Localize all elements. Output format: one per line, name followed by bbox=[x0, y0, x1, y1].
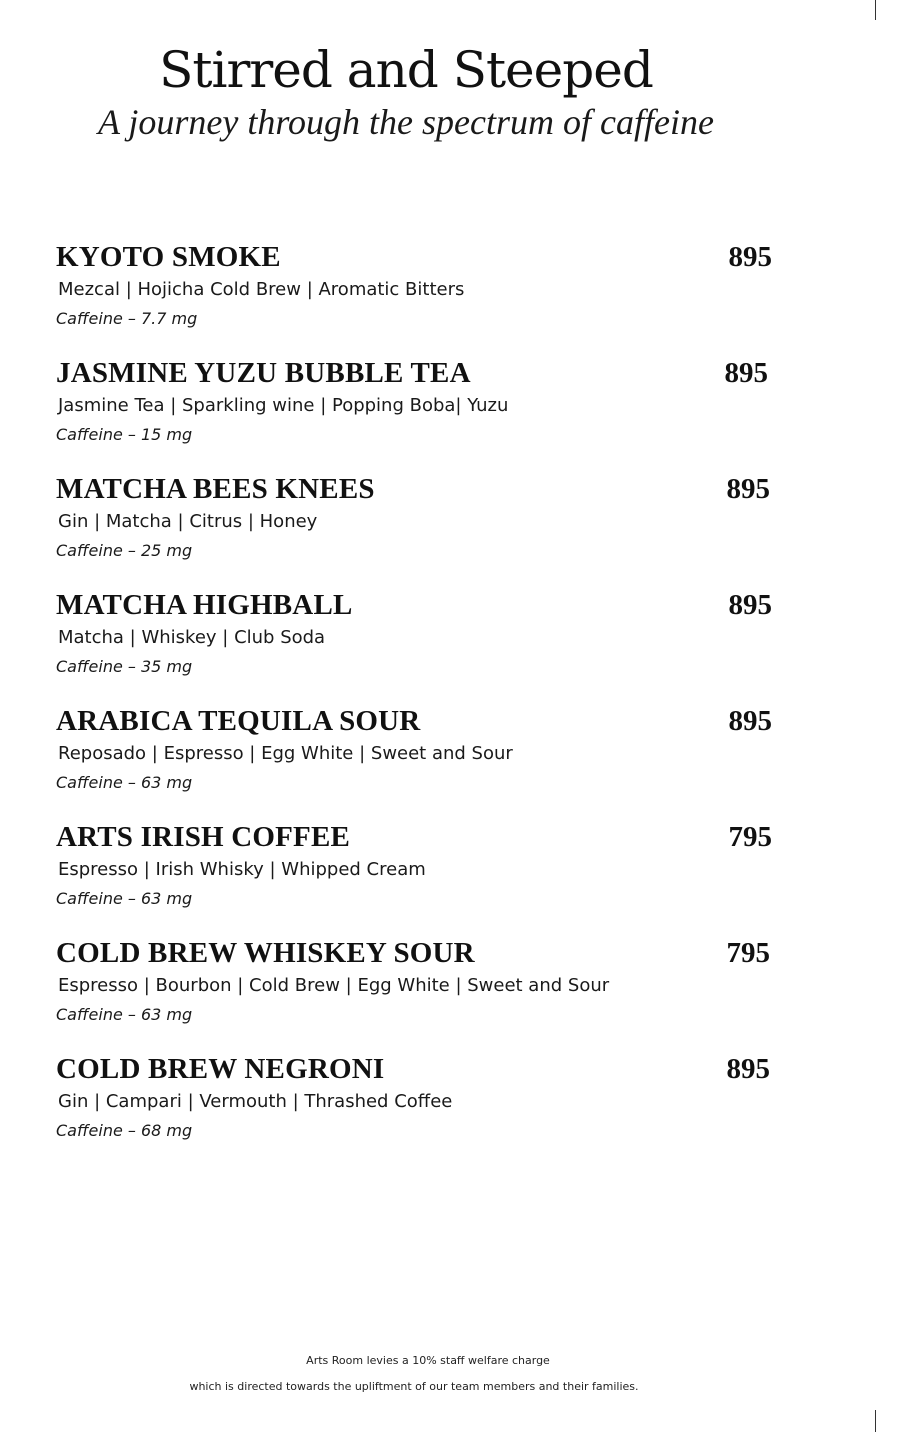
item-price: 795 bbox=[728, 821, 772, 853]
item-ingredients: Espresso | Irish Whisky | Whipped Cream bbox=[58, 859, 426, 880]
menu-item bbox=[56, 240, 776, 356]
item-name: ARTS IRISH COFFEE bbox=[56, 821, 351, 853]
item-name: COLD BREW NEGRONI bbox=[56, 1053, 385, 1085]
item-ingredients: Reposado | Espresso | Egg White | Sweet and Sour bbox=[58, 743, 513, 764]
item-price: 895 bbox=[726, 473, 770, 505]
item-caffeine: Caffeine – 15 mg bbox=[56, 425, 193, 444]
item-ingredients: Gin | Campari | Vermouth | Thrashed Coffee bbox=[58, 1091, 453, 1112]
item-ingredients: Espresso | Bourbon | Cold Brew | Egg White | Sweet and Sour bbox=[58, 975, 610, 996]
menu-subtitle: A journey through the spectrum of caffeine bbox=[98, 102, 714, 142]
item-price: 895 bbox=[724, 357, 768, 389]
menu-list bbox=[56, 240, 776, 1168]
item-name: COLD BREW WHISKEY SOUR bbox=[56, 937, 475, 969]
item-ingredients: Gin | Matcha | Citrus | Honey bbox=[58, 511, 318, 532]
footer-note-line-2: which is directed towards the upliftment of our team members and their families. bbox=[189, 1380, 639, 1393]
item-caffeine: Caffeine – 7.7 mg bbox=[56, 309, 198, 328]
item-name: MATCHA HIGHBALL bbox=[56, 589, 353, 621]
menu-item bbox=[56, 820, 776, 936]
item-price: 895 bbox=[728, 705, 772, 737]
menu-item bbox=[56, 936, 776, 1052]
item-caffeine: Caffeine – 63 mg bbox=[56, 1005, 193, 1024]
crop-mark-bottom bbox=[875, 1410, 876, 1432]
item-name: KYOTO SMOKE bbox=[56, 241, 281, 273]
menu-item bbox=[56, 704, 776, 820]
menu-item bbox=[56, 356, 776, 472]
menu-item bbox=[56, 588, 776, 704]
menu-item bbox=[56, 472, 776, 588]
item-price: 895 bbox=[726, 1053, 770, 1085]
item-price: 895 bbox=[728, 241, 772, 273]
item-caffeine: Caffeine – 63 mg bbox=[56, 773, 193, 792]
item-ingredients: Matcha | Whiskey | Club Soda bbox=[58, 627, 326, 648]
menu-item bbox=[56, 1052, 776, 1168]
item-caffeine: Caffeine – 35 mg bbox=[56, 657, 193, 676]
menu-title: Stirred and Steeped bbox=[159, 41, 653, 99]
item-price: 795 bbox=[726, 937, 770, 969]
item-name: JASMINE YUZU BUBBLE TEA bbox=[56, 357, 471, 389]
item-ingredients: Mezcal | Hojicha Cold Brew | Aromatic Bitters bbox=[58, 279, 465, 300]
menu-header bbox=[0, 38, 812, 142]
item-name: MATCHA BEES KNEES bbox=[56, 473, 375, 505]
item-name: ARABICA TEQUILA SOUR bbox=[56, 705, 421, 737]
footer-note-line-1: Arts Room levies a 10% staff welfare charge bbox=[306, 1354, 550, 1367]
item-caffeine: Caffeine – 68 mg bbox=[56, 1121, 193, 1140]
crop-mark-top bbox=[875, 0, 876, 20]
item-caffeine: Caffeine – 25 mg bbox=[56, 541, 193, 560]
item-ingredients: Jasmine Tea | Sparkling wine | Popping Boba| Yuzu bbox=[58, 395, 509, 416]
item-caffeine: Caffeine – 63 mg bbox=[56, 889, 193, 908]
item-price: 895 bbox=[728, 589, 772, 621]
